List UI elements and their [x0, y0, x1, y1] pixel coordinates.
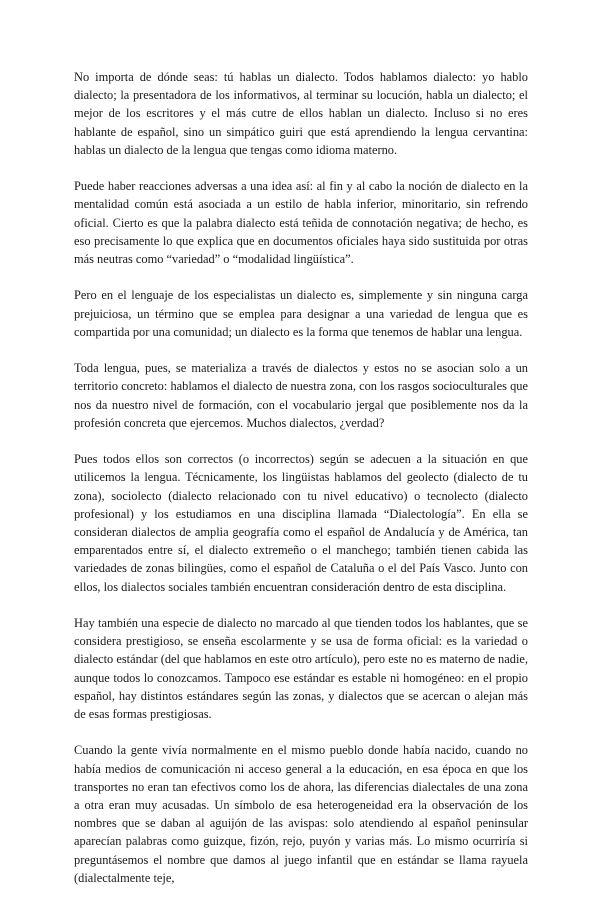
document-body	[74, 68, 528, 905]
paragraph-1: No importa de dónde seas: tú hablas un dialecto. Todos hablamos dialecto: yo hablo dialecto; la presentadora de los informativos, al terminar su locución, habla un dialecto; el mejor de los escritores y el más cutre de ellos hablan un dialecto. Incluso si no eres hablante de español, sino un simpático guiri que está aprendiendo la lengua cervantina: hablas un dialecto de la lengua que tengas como idioma materno.	[74, 70, 528, 157]
paragraph-2: Puede haber reacciones adversas a una idea así: al fin y al cabo la noción de dialecto en la mentalidad común está asociada a un estilo de habla inferior, minoritario, sin refrendo oficial. Cierto es que la palabra dialecto está teñida de connotación negativa; de hecho, es eso precisamente lo que explica que en documentos oficiales haya sido sustituida por otras más neutras como “variedad” o “modalidad lingüística”.	[74, 179, 528, 267]
paragraph-3: Pero en el lenguaje de los especialistas un dialecto es, simplemente y sin ninguna carga prejuiciosa, un término que se emplea para designar a una variedad de lengua que es compartida por una comunidad; un dialecto es la forma que tenemos de hablar una lengua.	[74, 288, 528, 339]
paragraph-5: Pues todos ellos son correctos (o incorrectos) según se adecuen a la situación en que utilicemos la lengua. Técnicamente, los lingüistas hablamos del geolecto (dialecto de tu zona), sociolecto (dialecto relacionado con tu nivel educativo) o tecnolecto (dialecto profesional) y los estudiamos en una disciplina llamada “Dialectología”. En ella se consideran dialectos de amplia geografía como el español de Andalucía y de América, tan emparentados entre sí, el dialecto extremeño o el manchego; también tienen cabida las variedades de zonas bilingües, como el español de Cataluña o el del País Vasco. Junto con ellos, los dialectos sociales también encuentran consideración dentro de esta disciplina.	[74, 452, 528, 594]
paragraph-6: Hay también una especie de dialecto no marcado al que tienden todos los hablantes, que se considera prestigioso, se enseña escolarmente y se usa de forma oficial: es la variedad o dialecto estándar (del que hablamos en este otro artículo), pero este no es materno de nadie, aunque todos lo conozcamos. Tampoco ese estándar es estable ni homogéneo: en el propio español, hay distintos estándares según las zonas, y dialectos que se acercan o alejan más de esas formas prestigiosas.	[74, 616, 528, 722]
paragraph-4: Toda lengua, pues, se materializa a través de dialectos y estos no se asocian solo a un territorio concreto: hablamos el dialecto de nuestra zona, con los rasgos socioculturales que nos da nuestro nivel de formación, con el vocabulario jergal que posiblemente nos da la profesión concreta que ejercemos. Muchos dialectos, ¿verdad?	[74, 361, 528, 430]
paragraph-7: Cuando la gente vivía normalmente en el mismo pueblo donde había nacido, cuando no había medios de comunicación ni acceso general a la educación, en esa época en que los transportes no eran tan efectivos como los de ahora, las diferencias dialectales de una zona a otra eran muy acusadas. Un símbolo de esa heterogeneidad era la observación de los nombres que se daban al aguijón de las avispas: solo atendiendo al español peninsular aparecían palabras como guizque, fizón, rejo, puyón y varias más. Lo mismo ocurriría si preguntásemos el nombre que damos al juego infantil que en estándar se llama rayuela (dialectalmente teje,	[74, 743, 528, 885]
